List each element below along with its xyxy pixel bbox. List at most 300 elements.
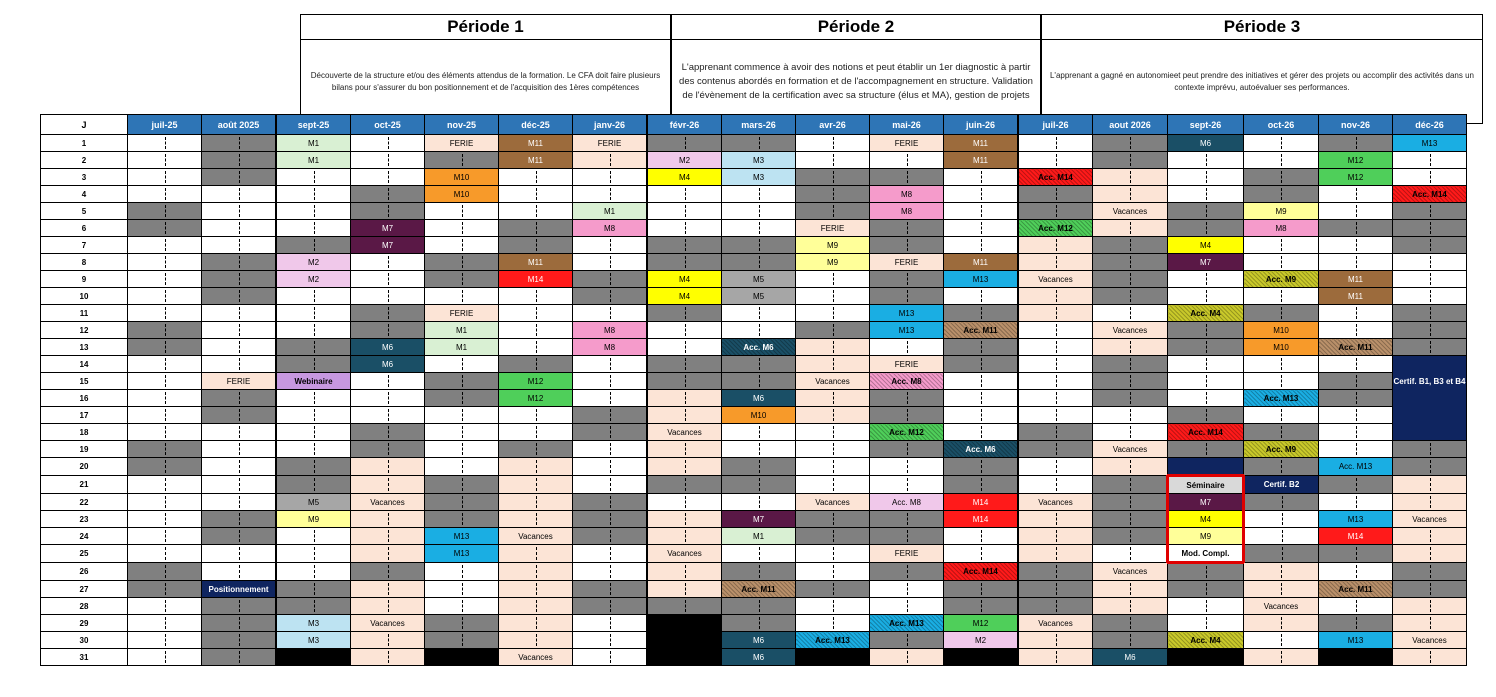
empty-day-cell xyxy=(1168,186,1244,203)
empty-day-cell xyxy=(796,476,870,494)
empty-day-cell xyxy=(647,476,722,494)
module-cell: Vacances xyxy=(1018,494,1093,511)
empty-day-cell xyxy=(1018,203,1093,220)
empty-day-cell xyxy=(647,649,722,666)
empty-day-cell xyxy=(944,649,1019,666)
empty-day-cell xyxy=(202,545,277,563)
empty-day-cell xyxy=(202,220,277,237)
empty-day-cell xyxy=(1319,237,1393,254)
empty-day-cell xyxy=(722,494,796,511)
empty-day-cell xyxy=(202,339,277,356)
module-cell: M2 xyxy=(276,254,351,271)
empty-day-cell xyxy=(1018,528,1093,545)
month-header: sept-26 xyxy=(1168,115,1244,135)
empty-day-cell xyxy=(796,441,870,458)
empty-day-cell xyxy=(647,615,722,632)
empty-day-cell xyxy=(944,203,1019,220)
empty-day-cell xyxy=(647,305,722,322)
empty-day-cell xyxy=(499,305,573,322)
empty-day-cell xyxy=(944,305,1019,322)
empty-day-cell xyxy=(1018,135,1093,152)
module-cell: M9 xyxy=(796,237,870,254)
module-cell: M1 xyxy=(722,528,796,545)
empty-day-cell xyxy=(499,339,573,356)
empty-day-cell xyxy=(647,135,722,152)
day-row xyxy=(41,458,1467,476)
empty-day-cell xyxy=(202,615,277,632)
empty-day-cell xyxy=(128,254,202,271)
empty-day-cell xyxy=(647,528,722,545)
empty-day-cell xyxy=(722,563,796,581)
day-row xyxy=(41,373,1467,390)
module-cell: Vacances xyxy=(351,494,425,511)
module-cell: M4 xyxy=(1168,511,1244,528)
empty-day-cell xyxy=(1319,135,1393,152)
empty-day-cell xyxy=(1093,135,1168,152)
day-number: 29 xyxy=(41,615,128,632)
day-number: 19 xyxy=(41,441,128,458)
empty-day-cell xyxy=(128,528,202,545)
empty-day-cell xyxy=(796,581,870,598)
empty-day-cell xyxy=(1093,581,1168,598)
empty-day-cell xyxy=(647,220,722,237)
day-row xyxy=(41,615,1467,632)
day-number: 8 xyxy=(41,254,128,271)
empty-day-cell xyxy=(796,271,870,288)
empty-day-cell xyxy=(870,220,944,237)
day-row xyxy=(41,581,1467,598)
empty-day-cell xyxy=(1018,322,1093,339)
empty-day-cell xyxy=(499,632,573,649)
empty-day-cell xyxy=(351,545,425,563)
empty-day-cell xyxy=(1093,390,1168,407)
module-cell: Acc. M6 xyxy=(944,441,1019,458)
empty-day-cell xyxy=(1319,649,1393,666)
empty-day-cell xyxy=(1319,390,1393,407)
module-cell: M1 xyxy=(573,203,648,220)
empty-day-cell xyxy=(722,237,796,254)
empty-day-cell xyxy=(1244,545,1319,563)
module-cell: Vacances xyxy=(1093,203,1168,220)
module-cell: M12 xyxy=(1319,169,1393,186)
empty-day-cell xyxy=(1319,476,1393,494)
empty-day-cell xyxy=(722,615,796,632)
empty-day-cell xyxy=(796,356,870,373)
empty-day-cell xyxy=(1018,581,1093,598)
empty-day-cell xyxy=(128,305,202,322)
empty-day-cell xyxy=(276,476,351,494)
empty-day-cell xyxy=(1244,237,1319,254)
empty-day-cell xyxy=(1319,186,1393,203)
empty-day-cell xyxy=(276,563,351,581)
empty-day-cell xyxy=(1018,598,1093,615)
empty-day-cell xyxy=(1168,598,1244,615)
empty-day-cell xyxy=(870,271,944,288)
module-cell: Vacances xyxy=(1018,615,1093,632)
empty-day-cell xyxy=(351,598,425,615)
module-cell: FERIE xyxy=(573,135,648,152)
empty-day-cell xyxy=(573,598,648,615)
empty-day-cell xyxy=(128,545,202,563)
module-cell: Acc. M14 xyxy=(944,563,1019,581)
module-cell: M6 xyxy=(722,390,796,407)
empty-day-cell xyxy=(1018,305,1093,322)
empty-day-cell xyxy=(796,563,870,581)
module-cell: M7 xyxy=(1168,254,1244,271)
empty-day-cell xyxy=(944,458,1019,476)
empty-day-cell xyxy=(870,441,944,458)
module-cell: Acc. M13 xyxy=(1244,390,1319,407)
empty-day-cell xyxy=(647,356,722,373)
empty-day-cell xyxy=(870,563,944,581)
empty-day-cell xyxy=(647,390,722,407)
empty-day-cell xyxy=(351,424,425,441)
module-cell: Acc. M14 xyxy=(1168,424,1244,441)
empty-day-cell xyxy=(573,237,648,254)
empty-day-cell xyxy=(1244,186,1319,203)
empty-day-cell xyxy=(647,339,722,356)
empty-day-cell xyxy=(647,322,722,339)
day-row xyxy=(41,528,1467,545)
empty-day-cell xyxy=(1244,169,1319,186)
empty-day-cell xyxy=(351,441,425,458)
empty-day-cell xyxy=(1168,203,1244,220)
month-header: déc-26 xyxy=(1393,115,1467,135)
empty-day-cell xyxy=(1393,220,1467,237)
empty-day-cell xyxy=(202,152,277,169)
empty-day-cell xyxy=(1093,186,1168,203)
empty-day-cell xyxy=(1168,458,1244,476)
module-cell: M10 xyxy=(722,407,796,424)
empty-day-cell xyxy=(944,220,1019,237)
empty-day-cell xyxy=(351,203,425,220)
module-cell: M6 xyxy=(351,356,425,373)
module-cell: M9 xyxy=(1244,203,1319,220)
month-header: juin-26 xyxy=(944,115,1019,135)
module-cell: Vacances xyxy=(1018,271,1093,288)
empty-day-cell xyxy=(351,305,425,322)
day-row xyxy=(41,220,1467,237)
empty-day-cell xyxy=(499,407,573,424)
module-cell: M8 xyxy=(573,322,648,339)
module-cell: M14 xyxy=(944,511,1019,528)
empty-day-cell xyxy=(573,288,648,305)
empty-day-cell xyxy=(276,407,351,424)
day-row xyxy=(41,271,1467,288)
empty-day-cell xyxy=(1018,511,1093,528)
day-number: 3 xyxy=(41,169,128,186)
module-cell: Webinaire xyxy=(276,373,351,390)
empty-day-cell xyxy=(1244,494,1319,511)
empty-day-cell xyxy=(722,598,796,615)
empty-day-cell xyxy=(1168,441,1244,458)
empty-day-cell xyxy=(944,528,1019,545)
empty-day-cell xyxy=(722,476,796,494)
empty-day-cell xyxy=(499,441,573,458)
empty-day-cell xyxy=(1393,339,1467,356)
empty-day-cell xyxy=(647,598,722,615)
empty-day-cell xyxy=(796,186,870,203)
module-cell: M1 xyxy=(276,152,351,169)
empty-day-cell xyxy=(1319,545,1393,563)
empty-day-cell xyxy=(425,288,499,305)
empty-day-cell xyxy=(1168,169,1244,186)
empty-day-cell xyxy=(1244,356,1319,373)
empty-day-cell xyxy=(202,135,277,152)
empty-day-cell xyxy=(276,424,351,441)
empty-day-cell xyxy=(573,356,648,373)
empty-day-cell xyxy=(1393,494,1467,511)
empty-day-cell xyxy=(1244,581,1319,598)
day-row xyxy=(41,186,1467,203)
module-cell: Vacances xyxy=(647,545,722,563)
empty-day-cell xyxy=(796,511,870,528)
empty-day-cell xyxy=(276,220,351,237)
empty-day-cell xyxy=(1393,254,1467,271)
empty-day-cell xyxy=(1018,441,1093,458)
empty-day-cell xyxy=(1093,305,1168,322)
module-cell: M2 xyxy=(944,632,1019,649)
day-number: 22 xyxy=(41,494,128,511)
module-cell: M11 xyxy=(499,135,573,152)
empty-day-cell xyxy=(1018,545,1093,563)
empty-day-cell xyxy=(499,237,573,254)
empty-day-cell xyxy=(202,390,277,407)
empty-day-cell xyxy=(1244,649,1319,666)
empty-day-cell xyxy=(425,152,499,169)
empty-day-cell xyxy=(128,476,202,494)
module-cell: M7 xyxy=(1168,494,1244,511)
module-cell: M13 xyxy=(1393,135,1467,152)
empty-day-cell xyxy=(276,322,351,339)
empty-day-cell xyxy=(1093,528,1168,545)
empty-day-cell xyxy=(351,476,425,494)
module-cell: Vacances xyxy=(1393,511,1467,528)
empty-day-cell xyxy=(128,441,202,458)
empty-day-cell xyxy=(1393,615,1467,632)
day-number: 6 xyxy=(41,220,128,237)
month-header: juil-26 xyxy=(1018,115,1093,135)
module-cell: M11 xyxy=(944,135,1019,152)
empty-day-cell xyxy=(1244,135,1319,152)
empty-day-cell xyxy=(573,528,648,545)
empty-day-cell xyxy=(1393,169,1467,186)
module-cell: Acc. M8 xyxy=(870,373,944,390)
empty-day-cell xyxy=(573,494,648,511)
empty-day-cell xyxy=(202,186,277,203)
module-cell: M3 xyxy=(276,615,351,632)
day-number: 24 xyxy=(41,528,128,545)
empty-day-cell xyxy=(128,424,202,441)
module-cell: M13 xyxy=(1319,632,1393,649)
empty-day-cell xyxy=(944,476,1019,494)
empty-day-cell xyxy=(425,373,499,390)
empty-day-cell xyxy=(128,135,202,152)
empty-day-cell xyxy=(276,458,351,476)
empty-day-cell xyxy=(944,356,1019,373)
module-cell: Acc. M12 xyxy=(1018,220,1093,237)
module-cell: M5 xyxy=(276,494,351,511)
empty-day-cell xyxy=(796,288,870,305)
empty-day-cell xyxy=(796,339,870,356)
empty-day-cell xyxy=(202,563,277,581)
module-cell: FERIE xyxy=(870,135,944,152)
empty-day-cell xyxy=(1018,649,1093,666)
empty-day-cell xyxy=(1018,339,1093,356)
empty-day-cell xyxy=(870,152,944,169)
empty-day-cell xyxy=(573,152,648,169)
empty-day-cell xyxy=(1093,220,1168,237)
module-cell: FERIE xyxy=(870,356,944,373)
module-cell: FERIE xyxy=(202,373,277,390)
empty-day-cell xyxy=(425,494,499,511)
empty-day-cell xyxy=(573,581,648,598)
day-number: 25 xyxy=(41,545,128,563)
empty-day-cell xyxy=(796,545,870,563)
empty-day-cell xyxy=(1244,511,1319,528)
empty-day-cell xyxy=(1393,237,1467,254)
module-cell: Acc. M13 xyxy=(870,615,944,632)
day-row xyxy=(41,169,1467,186)
empty-day-cell xyxy=(1319,563,1393,581)
empty-day-cell xyxy=(128,563,202,581)
month-header: avr-26 xyxy=(796,115,870,135)
empty-day-cell xyxy=(499,186,573,203)
empty-day-cell xyxy=(425,649,499,666)
day-number: 10 xyxy=(41,288,128,305)
empty-day-cell xyxy=(647,203,722,220)
empty-day-cell xyxy=(1168,615,1244,632)
empty-day-cell xyxy=(276,649,351,666)
empty-day-cell xyxy=(870,476,944,494)
empty-day-cell xyxy=(1319,494,1393,511)
empty-day-cell xyxy=(796,407,870,424)
module-cell: M13 xyxy=(944,271,1019,288)
module-cell: M11 xyxy=(499,152,573,169)
empty-day-cell xyxy=(128,203,202,220)
module-cell: M12 xyxy=(499,390,573,407)
empty-day-cell xyxy=(1093,494,1168,511)
empty-day-cell xyxy=(351,169,425,186)
empty-day-cell xyxy=(796,458,870,476)
day-number: 9 xyxy=(41,271,128,288)
empty-day-cell xyxy=(1018,254,1093,271)
module-cell: M8 xyxy=(870,186,944,203)
empty-day-cell xyxy=(276,545,351,563)
month-header-row xyxy=(41,115,1467,135)
planning-grid xyxy=(40,114,1467,666)
empty-day-cell xyxy=(276,169,351,186)
empty-day-cell xyxy=(425,271,499,288)
empty-day-cell xyxy=(351,632,425,649)
empty-day-cell xyxy=(1168,288,1244,305)
empty-day-cell xyxy=(796,615,870,632)
empty-day-cell xyxy=(276,237,351,254)
module-cell: Acc. M6 xyxy=(722,339,796,356)
empty-day-cell xyxy=(276,390,351,407)
module-cell: M14 xyxy=(1319,528,1393,545)
empty-day-cell xyxy=(722,220,796,237)
empty-day-cell xyxy=(1393,424,1467,441)
month-header: nov-25 xyxy=(425,115,499,135)
empty-day-cell xyxy=(202,305,277,322)
empty-day-cell xyxy=(573,254,648,271)
empty-day-cell xyxy=(1244,305,1319,322)
empty-day-cell xyxy=(1393,581,1467,598)
empty-day-cell xyxy=(499,511,573,528)
empty-day-cell xyxy=(202,528,277,545)
empty-day-cell xyxy=(573,476,648,494)
empty-day-cell xyxy=(128,649,202,666)
empty-day-cell xyxy=(1393,528,1467,545)
day-row xyxy=(41,339,1467,356)
month-header: mars-26 xyxy=(722,115,796,135)
empty-day-cell xyxy=(425,237,499,254)
empty-day-cell xyxy=(128,186,202,203)
empty-day-cell xyxy=(128,288,202,305)
empty-day-cell xyxy=(573,649,648,666)
module-cell: M8 xyxy=(573,339,648,356)
module-cell: M10 xyxy=(1244,322,1319,339)
empty-day-cell xyxy=(499,458,573,476)
empty-day-cell xyxy=(1018,373,1093,390)
module-cell: M1 xyxy=(425,339,499,356)
empty-day-cell xyxy=(1393,563,1467,581)
empty-day-cell xyxy=(944,186,1019,203)
empty-day-cell xyxy=(796,598,870,615)
empty-day-cell xyxy=(1168,271,1244,288)
module-cell: FERIE xyxy=(425,135,499,152)
empty-day-cell xyxy=(1018,390,1093,407)
module-cell: Acc. M14 xyxy=(1393,186,1467,203)
empty-day-cell xyxy=(1093,169,1168,186)
day-row xyxy=(41,322,1467,339)
month-header: oct-25 xyxy=(351,115,425,135)
empty-day-cell xyxy=(276,441,351,458)
empty-day-cell xyxy=(1319,220,1393,237)
empty-day-cell xyxy=(870,511,944,528)
module-cell: M4 xyxy=(647,169,722,186)
empty-day-cell xyxy=(351,288,425,305)
day-number: 4 xyxy=(41,186,128,203)
day-row xyxy=(41,598,1467,615)
empty-day-cell xyxy=(1093,271,1168,288)
module-cell: M10 xyxy=(1244,339,1319,356)
day-number: 20 xyxy=(41,458,128,476)
empty-day-cell xyxy=(1093,407,1168,424)
empty-day-cell xyxy=(944,390,1019,407)
empty-day-cell xyxy=(351,373,425,390)
empty-day-cell xyxy=(128,271,202,288)
empty-day-cell xyxy=(276,288,351,305)
module-cell: M12 xyxy=(944,615,1019,632)
empty-day-cell xyxy=(202,356,277,373)
module-cell: Vacances xyxy=(1393,632,1467,649)
module-cell: M13 xyxy=(870,322,944,339)
module-cell: M6 xyxy=(1093,649,1168,666)
module-cell: M2 xyxy=(647,152,722,169)
day-row xyxy=(41,545,1467,563)
month-header: déc-25 xyxy=(499,115,573,135)
empty-day-cell xyxy=(647,511,722,528)
period-3-description: L'apprenant a gagné en autonomieet peut prendre des initiatives et gérer des projets ou accomplir des activités dans un contexte imprévu, autoévaluer ses performances. xyxy=(1041,40,1483,124)
empty-day-cell xyxy=(1319,203,1393,220)
empty-day-cell xyxy=(425,458,499,476)
period-2-title: Période 2 xyxy=(671,14,1041,40)
empty-day-cell xyxy=(722,424,796,441)
empty-day-cell xyxy=(1244,424,1319,441)
empty-day-cell xyxy=(276,305,351,322)
